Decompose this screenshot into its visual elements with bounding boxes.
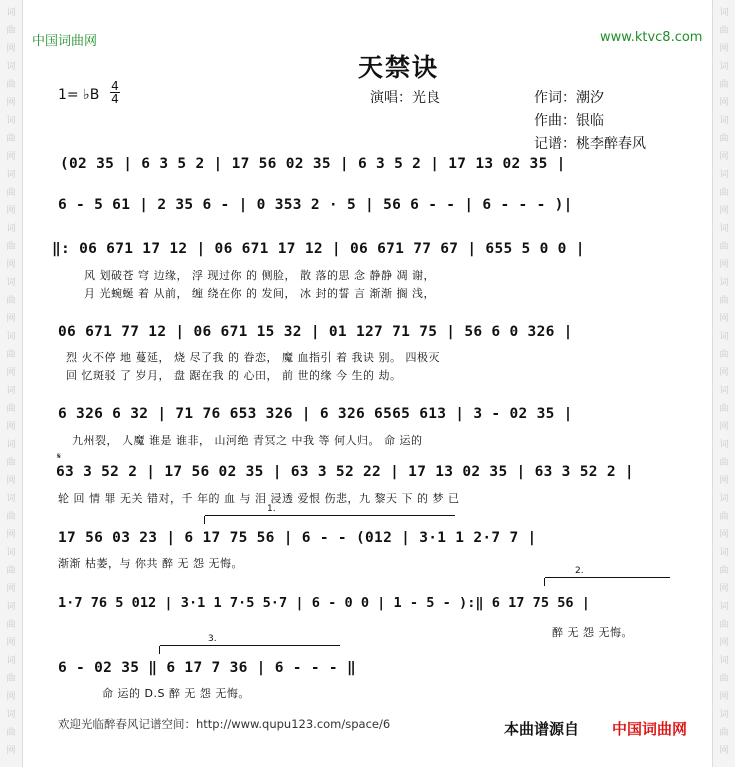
- lyric-row-3-verse-2: 月 光蜿蜒 着 从前， 缠 绕在你 的 发间， 冰 封的誓 言 渐渐 搁 浅，: [84, 287, 435, 300]
- watermark-glyph: 网: [719, 476, 729, 486]
- song-title: 天禁诀: [358, 53, 440, 82]
- volta-bracket-1: [205, 504, 455, 516]
- watermark-glyph: 曲: [6, 134, 16, 144]
- watermark-glyph: 网: [6, 422, 16, 432]
- watermark-glyph: 曲: [719, 242, 729, 252]
- score-row-2: 6 - 5 61 | 2 35 6 - | 0 353 2 · 5 | 56 6 - - | 6 - - - )|: [58, 197, 573, 213]
- key-signature: 1= ♭B: [58, 87, 100, 103]
- time-signature: [110, 80, 120, 105]
- lyric-row-3-verse-1: 风 划破苍 穹 边缘， 浮 现过你 的 侧脸， 散 落的思 念 静静 凋 谢，: [84, 269, 435, 282]
- score-row-4: 06 671 77 12 | 06 671 15 32 | 01 127 71 75 | 56 6 0 326 |: [58, 324, 573, 340]
- watermark-glyph: 曲: [6, 26, 16, 36]
- watermark-glyph: 网: [719, 422, 729, 432]
- watermark-glyph: 曲: [719, 134, 729, 144]
- watermark-glyph: 曲: [6, 296, 16, 306]
- watermark-glyph: 词: [719, 278, 729, 288]
- watermark-glyph: 词: [719, 548, 729, 558]
- volta-2-number: 2.: [575, 566, 584, 576]
- watermark-glyph: 曲: [719, 80, 729, 90]
- watermark-glyph: 网: [719, 638, 729, 648]
- watermark-glyph: 曲: [719, 566, 729, 576]
- watermark-glyph: 曲: [719, 296, 729, 306]
- lyric-row-4-verse-1: 烈 火不停 地 蔓延， 烧 尽了我 的 眷恋， 魔 血指引 着 我诀 别。 四极灭: [66, 351, 440, 364]
- singer-credit: 演唱：光良: [370, 90, 440, 106]
- lyric-row-5: 九州裂， 人魔 谁是 谁非， 山河绝 青冥之 中我 等 何人归。 命 运的: [72, 434, 423, 447]
- watermark-glyph: 词: [6, 8, 16, 18]
- watermark-glyph: 网: [6, 98, 16, 108]
- watermark-glyph: 词: [719, 224, 729, 234]
- watermark-glyph: 网: [719, 692, 729, 702]
- watermark-glyph: 曲: [6, 350, 16, 360]
- footer-source-label: 本曲谱源自: [504, 720, 580, 738]
- watermark-glyph: 网: [719, 530, 729, 540]
- time-signature-top: 4: [111, 79, 119, 93]
- watermark-glyph: 曲: [6, 404, 16, 414]
- lyric-row-4-verse-2: 回 忆斑驳 了 岁月， 盘 踞在我 的 心田， 前 世的缘 今 生的 劫。: [66, 369, 402, 382]
- watermark-glyph: 曲: [6, 620, 16, 630]
- transcriber-credit: 记谱：桃李醉春风: [534, 136, 646, 152]
- watermark-glyph: 网: [6, 152, 16, 162]
- score-row-3: ‖: 06 671 17 12 | 06 671 17 12 | 06 671 77 67 | 655 5 0 0 |: [52, 241, 585, 257]
- watermark-glyph: 网: [719, 260, 729, 270]
- watermark-glyph: 网: [6, 44, 16, 54]
- composer-credit: 作曲：银临: [534, 113, 604, 129]
- watermark-glyph: 曲: [6, 674, 16, 684]
- watermark-glyph: 曲: [6, 458, 16, 468]
- footer-source-site[interactable]: 中国词曲网: [612, 720, 688, 738]
- watermark-glyph: 曲: [719, 26, 729, 36]
- watermark-glyph: 曲: [719, 512, 729, 522]
- watermark-glyph: 词: [6, 494, 16, 504]
- watermark-glyph: 词: [6, 386, 16, 396]
- time-signature-bottom: 4: [111, 92, 119, 106]
- volta-bracket-2: [545, 566, 670, 578]
- left-watermark-strip: [0, 0, 23, 767]
- watermark-glyph: 曲: [719, 458, 729, 468]
- lyric-row-9: 命 运的 D.S 醉 无 怨 无悔。: [102, 687, 250, 700]
- watermark-glyph: 网: [719, 368, 729, 378]
- watermark-glyph: 曲: [6, 728, 16, 738]
- watermark-glyph: 词: [719, 62, 729, 72]
- watermark-glyph: 词: [6, 62, 16, 72]
- volta-3-hook: [159, 646, 160, 654]
- watermark-glyph: 网: [6, 746, 16, 756]
- watermark-glyph: 曲: [719, 188, 729, 198]
- watermark-glyph: 网: [719, 152, 729, 162]
- watermark-glyph: 网: [6, 530, 16, 540]
- watermark-glyph: 词: [6, 710, 16, 720]
- lyric-row-8: 醉 无 怨 无悔。: [552, 626, 633, 639]
- watermark-glyph: 词: [719, 332, 729, 342]
- score-row-8: 1·7 76 5 012 | 3·1 1 7·5 5·7 | 6 - 0 0 | 1 - 5 - ):‖ 6 17 75 56 |: [58, 595, 590, 611]
- watermark-glyph: 词: [719, 494, 729, 504]
- watermark-glyph: 词: [6, 602, 16, 612]
- watermark-glyph: 网: [719, 44, 729, 54]
- watermark-glyph: 网: [6, 692, 16, 702]
- right-watermark-strip: [712, 0, 735, 767]
- watermark-glyph: 词: [6, 170, 16, 180]
- watermark-glyph: 词: [6, 332, 16, 342]
- watermark-glyph: 网: [6, 584, 16, 594]
- volta-3-number: 3.: [208, 634, 217, 644]
- score-row-9: 6 - 02 35 ‖ 6 17 7 36 | 6 - - - ‖: [58, 660, 356, 676]
- site-url-right: www.ktvc8.com: [600, 30, 703, 45]
- segno-sign: 𝄋: [57, 452, 61, 462]
- lyric-row-7: 渐渐 枯萎，与 你共 醉 无 怨 无悔。: [58, 557, 243, 570]
- watermark-glyph: 网: [6, 206, 16, 216]
- watermark-glyph: 曲: [6, 512, 16, 522]
- score-row-5: 6 326 6 32 | 71 76 653 326 | 6 326 6565 613 | 3 - 02 35 |: [58, 406, 573, 422]
- watermark-glyph: 曲: [6, 80, 16, 90]
- watermark-glyph: 网: [719, 206, 729, 216]
- watermark-glyph: 曲: [6, 242, 16, 252]
- watermark-glyph: 词: [719, 8, 729, 18]
- score-row-7: 17 56 03 23 | 6 17 75 56 | 6 - - (012 | 3·1 1 2·7 7 |: [58, 530, 537, 546]
- watermark-glyph: 网: [6, 314, 16, 324]
- watermark-glyph: 词: [6, 656, 16, 666]
- watermark-glyph: 曲: [6, 188, 16, 198]
- watermark-glyph: 曲: [719, 674, 729, 684]
- watermark-glyph: 词: [6, 224, 16, 234]
- watermark-glyph: 网: [719, 584, 729, 594]
- watermark-glyph: 词: [6, 116, 16, 126]
- watermark-glyph: 网: [719, 314, 729, 324]
- footer-welcome-link[interactable]: 欢迎光临醉春风记谱空间：http://www.qupu123.com/space/6: [58, 717, 391, 731]
- watermark-glyph: 词: [6, 548, 16, 558]
- watermark-glyph: 网: [6, 638, 16, 648]
- watermark-glyph: 曲: [719, 620, 729, 630]
- watermark-glyph: 词: [719, 656, 729, 666]
- volta-2-hook: [544, 578, 545, 586]
- lyricist-credit: 作词：潮汐: [534, 90, 604, 106]
- watermark-glyph: 词: [6, 440, 16, 450]
- watermark-glyph: 网: [719, 746, 729, 756]
- watermark-glyph: 词: [719, 170, 729, 180]
- volta-1-hook: [204, 516, 205, 524]
- site-logo-left: 中国词曲网: [32, 34, 98, 49]
- watermark-glyph: 词: [719, 116, 729, 126]
- watermark-glyph: 网: [6, 476, 16, 486]
- score-row-1: (02 35 | 6 3 5 2 | 17 56 02 35 | 6 3 5 2 | 17 13 02 35 |: [60, 156, 566, 172]
- watermark-glyph: 词: [719, 602, 729, 612]
- watermark-glyph: 网: [6, 368, 16, 378]
- watermark-glyph: 网: [6, 260, 16, 270]
- score-row-6: 63 3 52 2 | 17 56 02 35 | 63 3 52 22 | 17 13 02 35 | 63 3 52 2 |: [56, 464, 634, 480]
- watermark-glyph: 词: [719, 440, 729, 450]
- volta-bracket-3: [160, 634, 340, 646]
- watermark-glyph: 词: [6, 278, 16, 288]
- watermark-glyph: 曲: [719, 728, 729, 738]
- watermark-glyph: 曲: [6, 566, 16, 576]
- volta-1-number: 1.: [267, 504, 276, 514]
- watermark-glyph: 词: [719, 710, 729, 720]
- watermark-glyph: 曲: [719, 404, 729, 414]
- watermark-glyph: 网: [719, 98, 729, 108]
- lyric-row-6: 轮 回 情 罪 无关 错对，千 年的 血 与 泪 浸透 爱恨 伤悲，九 黎天 下 的 梦 已: [58, 492, 460, 505]
- watermark-glyph: 曲: [719, 350, 729, 360]
- watermark-glyph: 词: [719, 386, 729, 396]
